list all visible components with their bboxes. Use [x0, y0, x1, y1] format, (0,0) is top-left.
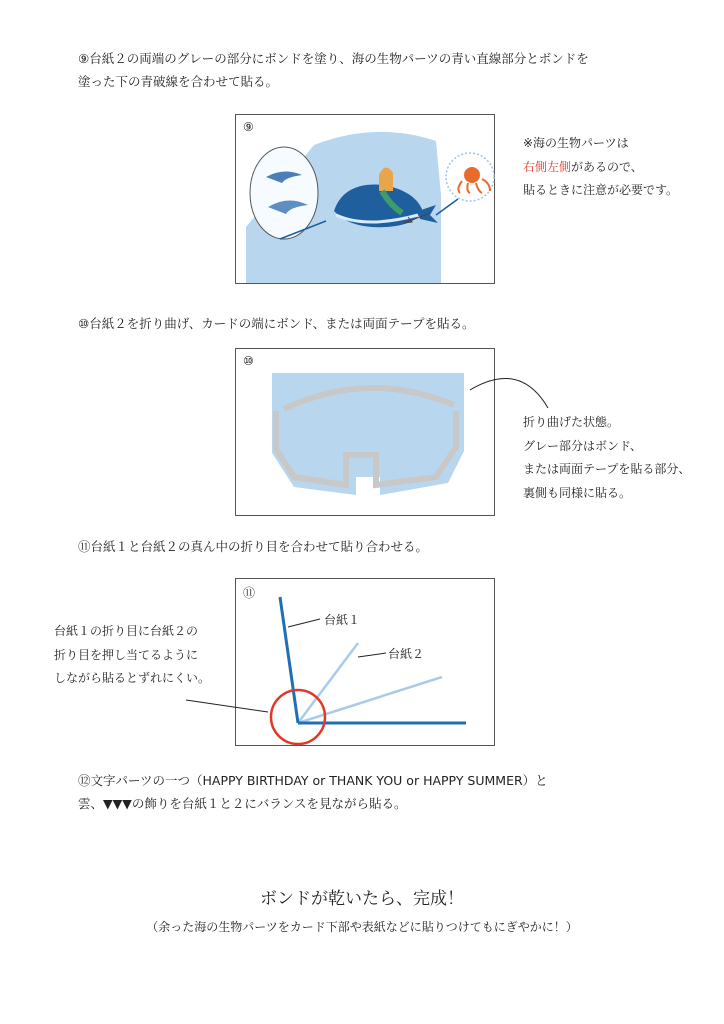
step10-note-line: 折り曲げた状態。	[523, 415, 620, 429]
step12-instruction-line1: ⑫文字パーツの一つ（HAPPY BIRTHDAY or THANK YOU or HAPPY SUMMER）と	[78, 773, 548, 788]
step10-note-line: 裏側も同様に貼る。	[523, 485, 632, 500]
step10-illustration	[236, 349, 496, 517]
step9-figure-number: ⑨	[243, 120, 254, 134]
step11-figure-number: ⑪	[243, 586, 256, 600]
step9-note	[523, 132, 678, 203]
step10-figure	[235, 348, 495, 516]
final-title: ボンドが乾いたら、完成！	[260, 889, 464, 909]
step11-note-line: 台紙１の折り目に台紙２の	[54, 624, 199, 638]
step10-note-line: または両面テープを貼る部分、	[523, 462, 691, 476]
step10-note-line: グレー部分はボンド、	[523, 438, 642, 453]
step9-instruction-line1: ⑨台紙２の両端のグレーの部分にボンドを塗り、海の生物パーツの青い直線部分とボンドを	[78, 51, 589, 66]
step11-figure	[235, 578, 495, 746]
step9-note-line2-rest: があるので、	[571, 159, 643, 174]
step9-note-emphasis: 右側左側	[523, 159, 572, 174]
step9-note-line1: ※海の生物パーツは	[523, 136, 629, 150]
step9-note-line3: 貼るときに注意が必要です。	[523, 183, 679, 197]
step10-note	[523, 411, 690, 505]
board2-label: 台紙２	[388, 647, 425, 661]
step11-note-line: 折り目を押し当てるように	[54, 647, 199, 662]
step11-note	[54, 620, 210, 691]
step11-instruction: ⑪台紙１と台紙２の真ん中の折り目を合わせて貼り合わせる。	[78, 539, 429, 554]
octopus-icon	[464, 167, 480, 183]
step9-instruction-line2: 塗った下の青破線を合わせて貼る。	[78, 74, 279, 89]
step11-note-line: しながら貼るとずれにくい。	[54, 671, 211, 685]
step9-illustration	[236, 115, 496, 285]
step9-note-line2	[523, 156, 678, 180]
step11-illustration	[236, 579, 496, 747]
step10-instruction: ⑩台紙２を折り曲げ、カードの端にボンド、または両面テープを貼る。	[78, 316, 475, 331]
board1-label: 台紙１	[324, 613, 361, 627]
step10-figure-number: ⑩	[243, 354, 254, 368]
step9-figure	[235, 114, 495, 284]
final-subtitle: （余った海の生物パーツをカード下部や表紙などに貼りつけてもにぎやかに！）	[146, 920, 578, 934]
step12-instruction-line2: 雲、▼▼▼の飾りを台紙１と２にバランスを見ながら貼る。	[78, 796, 407, 811]
